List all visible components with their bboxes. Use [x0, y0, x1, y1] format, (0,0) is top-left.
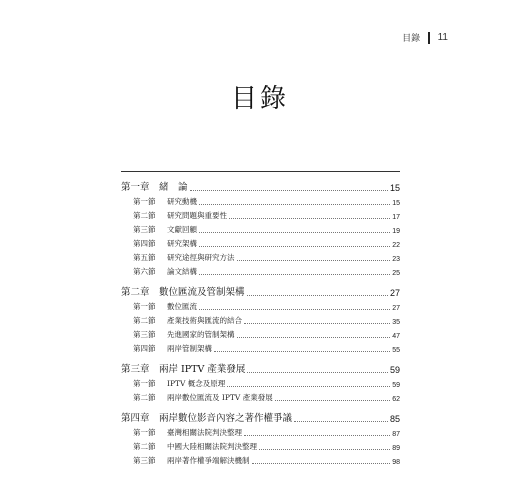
section-entry-number: 第一節	[133, 197, 156, 206]
section-entry-title: 中國大陸相關法院判決整理	[167, 442, 257, 451]
section-entry-number: 第三節	[133, 225, 156, 234]
dot-leader	[247, 371, 388, 373]
dot-leader	[190, 189, 388, 191]
chapter-entry[interactable]	[121, 277, 400, 298]
dot-leader	[199, 203, 390, 205]
chapter-entry-page: 15	[389, 183, 400, 193]
section-entry-title: 研究問題與重要性	[167, 211, 227, 220]
section-entry-page: 62	[392, 396, 400, 403]
dot-leader	[252, 462, 391, 464]
chapter-entry[interactable]	[121, 354, 400, 375]
section-entry-number: 第二節	[133, 442, 156, 451]
section-entry-title: 研究架構	[167, 239, 197, 248]
section-entry[interactable]	[133, 221, 400, 235]
section-entry-title: 產業技術與匯流的結合	[167, 316, 242, 325]
section-entry-page: 15	[392, 200, 400, 207]
section-entry-page: 23	[392, 256, 400, 263]
table-of-contents	[121, 165, 400, 466]
section-entry[interactable]	[133, 326, 400, 340]
section-entry-title: 文獻回顧	[167, 225, 197, 234]
dot-leader	[199, 231, 390, 233]
chapter-entry-number: 第一章	[121, 182, 150, 193]
dot-leader	[237, 259, 391, 261]
dot-leader	[244, 434, 390, 436]
section-entry[interactable]	[133, 249, 400, 263]
section-entry-page: 35	[392, 319, 400, 326]
section-entry-number: 第四節	[133, 344, 156, 353]
section-entry-number: 第二節	[133, 393, 156, 402]
section-entry-page: 19	[392, 228, 400, 235]
dot-leader	[294, 420, 388, 422]
chapter-entry-page: 85	[389, 414, 400, 424]
section-entry-title: 先進國家的管制架構	[167, 330, 235, 339]
section-entry-number: 第二節	[133, 316, 156, 325]
chapter-entry-title: 兩岸數位影音內容之著作權爭議	[159, 413, 293, 424]
section-entry-page: 22	[392, 242, 400, 249]
section-entry-number: 第二節	[133, 211, 156, 220]
section-entry-number: 第一節	[133, 379, 156, 388]
dot-leader	[199, 245, 390, 247]
section-entry-number: 第三節	[133, 456, 156, 465]
section-entry-title: 研究途徑與研究方法	[167, 253, 235, 262]
section-entry-title: 兩岸著作權爭端解決機制	[167, 456, 250, 465]
section-entry-number: 第三節	[133, 330, 156, 339]
section-entry-number: 第一節	[133, 428, 156, 437]
section-entry-page: 59	[392, 382, 400, 389]
section-entry-page: 27	[392, 305, 400, 312]
dot-leader	[259, 448, 390, 450]
section-entry[interactable]	[133, 235, 400, 249]
chapter-entry-number: 第四章	[121, 413, 150, 424]
dot-leader	[237, 336, 391, 338]
section-entry[interactable]	[133, 298, 400, 312]
section-entry-page: 55	[392, 347, 400, 354]
section-entry-page: 25	[392, 270, 400, 277]
chapter-entry-title: 緒 論	[159, 182, 188, 193]
header-divider	[428, 32, 430, 44]
section-entry[interactable]	[133, 263, 400, 277]
section-entry-title: 兩岸數位匯流及 IPTV 產業發展	[167, 393, 273, 402]
chapter-entry-page: 59	[389, 365, 400, 375]
section-entry-number: 第四節	[133, 239, 156, 248]
section-entry[interactable]	[133, 424, 400, 438]
dot-leader	[227, 385, 390, 387]
page-title: 目錄	[230, 84, 289, 114]
dot-leader	[199, 273, 390, 275]
chapter-entry-page: 27	[389, 288, 400, 298]
dot-leader	[214, 350, 390, 352]
chapter-entry-number: 第二章	[121, 287, 150, 298]
section-entry-number: 第六節	[133, 267, 156, 276]
section-entry[interactable]	[133, 438, 400, 452]
section-entry[interactable]	[133, 452, 400, 466]
section-entry[interactable]	[133, 389, 400, 403]
section-entry-page: 17	[392, 214, 400, 221]
running-header-section: 目錄	[402, 34, 421, 44]
chapter-entry-title: 數位匯流及管制架構	[159, 287, 245, 298]
dot-leader	[275, 399, 391, 401]
dot-leader	[244, 322, 390, 324]
section-entry[interactable]	[133, 207, 400, 221]
section-entry-title: 論文結構	[167, 267, 197, 276]
toc-body	[121, 172, 400, 466]
section-entry-page: 98	[392, 459, 400, 466]
running-header	[402, 31, 448, 44]
dot-leader	[229, 217, 390, 219]
chapter-entry-title: 兩岸 IPTV 產業發展	[159, 364, 246, 375]
chapter-entry-number: 第三章	[121, 364, 150, 375]
section-entry[interactable]	[133, 375, 400, 389]
section-entry[interactable]	[133, 340, 400, 354]
section-entry-title: 研究動機	[167, 197, 197, 206]
page-number: 11	[437, 32, 448, 43]
dot-leader	[247, 294, 388, 296]
section-entry-number: 第一節	[133, 302, 156, 311]
section-entry[interactable]	[133, 312, 400, 326]
dot-leader	[199, 308, 390, 310]
section-entry-page: 87	[392, 431, 400, 438]
section-entry-title: IPTV 概念及原理	[167, 379, 226, 388]
section-entry-number: 第五節	[133, 253, 156, 262]
section-entry-title: 臺灣相關法院判決整理	[167, 428, 242, 437]
chapter-entry[interactable]	[121, 403, 400, 424]
section-entry-title: 數位匯流	[167, 302, 197, 311]
section-entry-page: 89	[392, 445, 400, 452]
section-entry-page: 47	[392, 333, 400, 340]
section-entry-title: 兩岸管制架構	[167, 344, 212, 353]
chapter-entry[interactable]	[121, 172, 400, 193]
section-entry[interactable]	[133, 193, 400, 207]
